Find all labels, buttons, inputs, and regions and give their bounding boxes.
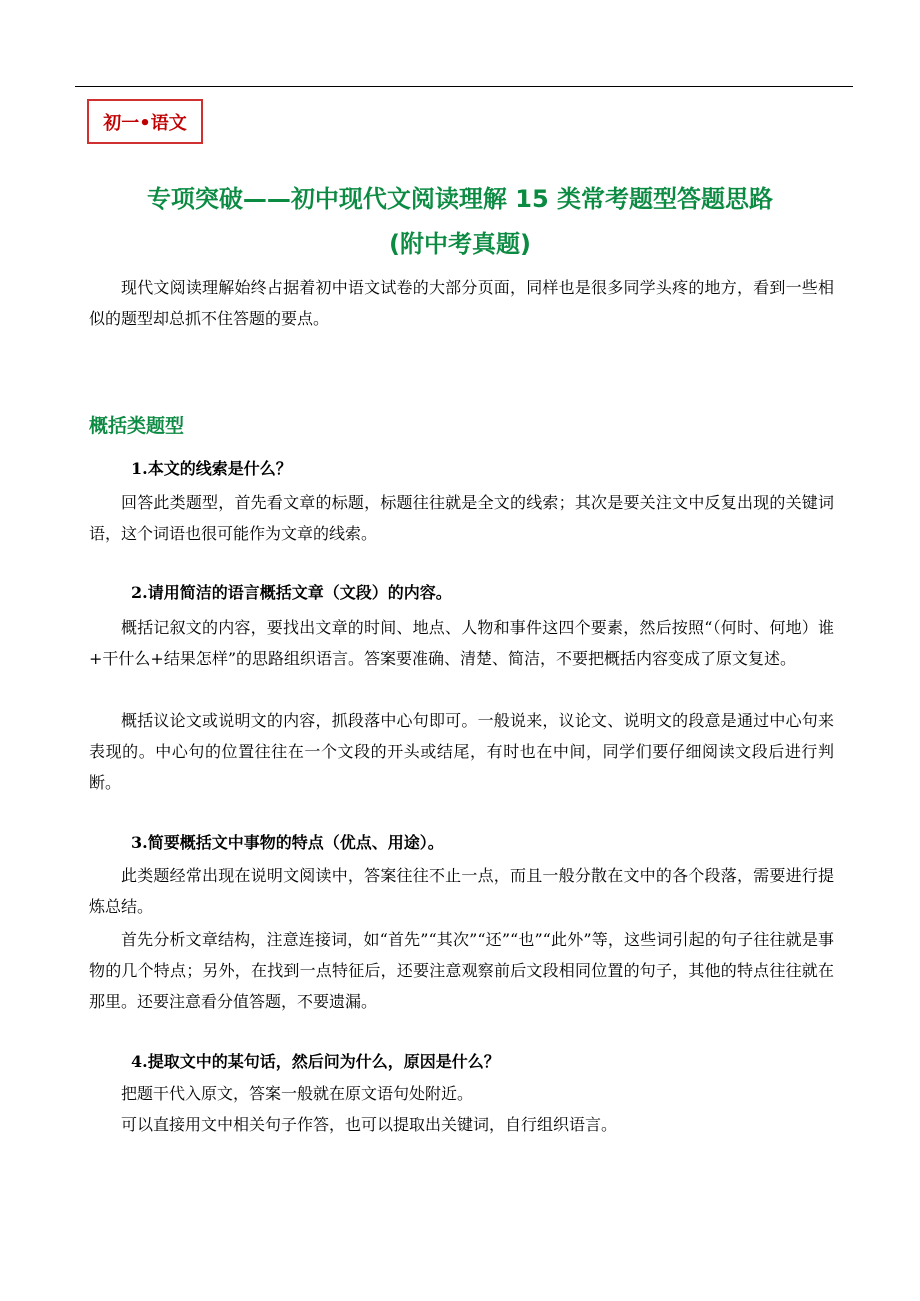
title-line-1: 专项突破——初中现代文阅读理解 15 类常考题型答题思路 — [146, 185, 774, 213]
question-2-paragraph-2: 概括议论文或说明文的内容，抓段落中心句即可。一般说来，议论文、说明文的段意是通过中心句来表现的。中心句的位置往往在一个文段的开头或结尾，有时也在中间，同学们要仔细阅读文段后进行判断。 — [89, 711, 834, 792]
section-heading: 概括类题型 — [89, 415, 185, 437]
title-line-2: (附中考真题) — [389, 230, 531, 258]
question-3-paragraph-1: 此类题经常出现在说明文阅读中，答案往往不止一点，而且一般分散在文中的各个段落，需要进行提炼总结。 — [89, 866, 834, 916]
header-rule — [75, 86, 853, 87]
question-3-paragraph-2: 首先分析文章结构，注意连接词，如“首先”“其次”“还”“也”“此外”等，这些词引起的句子往往就是事物的几个特点；另外，在找到一点特征后，还要注意观察前后文段相同位置的句子，其他的特点往往就在那里。还要注意看分值答题，不要遗漏。 — [89, 930, 834, 1011]
question-3-title: 3.简要概括文中事物的特点（优点、用途）。 — [131, 833, 444, 852]
intro-paragraph: 现代文阅读理解始终占据着初中语文试卷的大部分页面，同样也是很多同学头疼的地方，看到一些相似的题型却总抓不住答题的要点。 — [89, 278, 834, 328]
question-1-paragraph-1: 回答此类题型，首先看文章的标题，标题往往就是全文的线索；其次是要关注文中反复出现的关键词语，这个词语也很可能作为文章的线索。 — [89, 493, 834, 543]
question-4-paragraph-1: 把题干代入原文，答案一般就在原文语句处附近。 — [121, 1084, 474, 1103]
question-4-title: 4.提取文中的某句话，然后问为什么，原因是什么？ — [131, 1052, 500, 1071]
question-2-title: 2.请用简洁的语言概括文章（文段）的内容。 — [131, 583, 452, 602]
grade-subject-tag: 初一•语文 — [87, 99, 203, 144]
question-1-title: 1.本文的线索是什么？ — [131, 459, 292, 478]
question-4-paragraph-2: 可以直接用文中相关句子作答，也可以提取出关键词，自行组织语言。 — [121, 1115, 618, 1134]
question-2-paragraph-1: 概括记叙文的内容，要找出文章的时间、地点、人物和事件这四个要素，然后按照“（何时、何地）谁+干什么+结果怎样”的思路组织语言。答案要准确、清楚、简洁，不要把概括内容变成了原文复述。 — [89, 618, 834, 668]
